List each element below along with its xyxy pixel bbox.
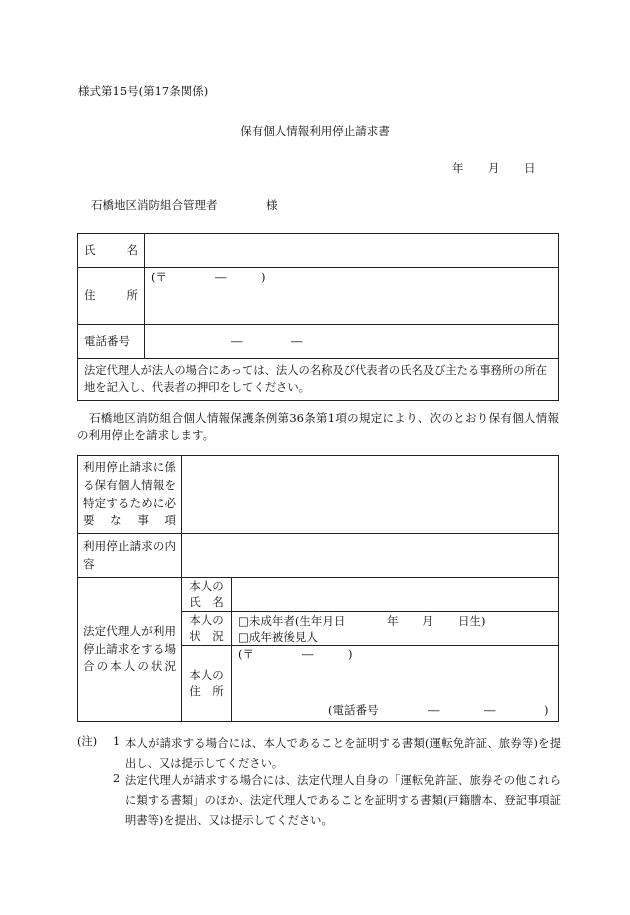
minor-month: 月 <box>422 614 434 628</box>
form-number: 様式第15号(第17条関係) <box>78 84 209 98</box>
content-label-cell: 利用停止請求の内容 <box>78 534 182 578</box>
principal-postal-open: (〒 <box>238 647 254 661</box>
principal-name-label: 本人の 氏 名 <box>182 578 232 612</box>
addressee-honorific: 様 <box>266 198 278 212</box>
phone-dash-2: ― <box>291 334 303 348</box>
principal-phone-dash-2: ― <box>484 703 496 717</box>
postal-open: (〒 <box>151 270 167 284</box>
principal-phone-close: ) <box>544 703 549 717</box>
name-label-cell: 氏 名 <box>78 234 145 268</box>
corporate-agent-note: 法定代理人が法人の場合にあっては、法人の名称及び代表者の氏名及び主たる事務所の所在地を記入し、代表者の押印をしてください。 <box>78 359 559 401</box>
postal-dash: ― <box>215 270 227 284</box>
postal-close: ) <box>261 270 266 284</box>
identify-label-cell: 利用停止請求に係る保有個人情報を特定するために必要な事項 <box>78 456 182 534</box>
minor-year: 年 <box>387 614 399 628</box>
agent-label-cell: 法定代理人が利用停止請求をする場合の本人の状況 <box>78 578 182 722</box>
requester-table <box>77 233 559 401</box>
principal-phone-dash-1: ― <box>428 703 440 717</box>
address-label-cell: 住 所 <box>78 268 145 325</box>
minor-day: 日生) <box>458 614 486 628</box>
principal-address-field[interactable] <box>232 646 559 722</box>
principal-status-label: 本人の 状 況 <box>182 612 232 646</box>
phone-field[interactable] <box>145 325 559 359</box>
identify-field[interactable] <box>182 456 559 534</box>
phone-label-cell: 電話番号 <box>78 325 145 359</box>
date-day: 日 <box>524 161 536 175</box>
principal-postal-close: ) <box>348 647 353 661</box>
address-field[interactable] <box>145 268 559 325</box>
addressee-name: 石橋地区消防組合管理者 <box>91 198 218 212</box>
minor-checkbox-label[interactable]: □未成年者(生年月日 <box>238 614 346 628</box>
principal-phone-open: (電話番号 <box>328 703 379 717</box>
intro-paragraph: 石橋地区消防組合個人情報保護条例第36条第1項の規定により、次のとおり保有個人情報の利用停止を請求します。 <box>77 411 559 443</box>
notes-label: (注) <box>77 735 98 748</box>
request-table <box>77 455 559 722</box>
principal-name-field[interactable] <box>232 578 559 612</box>
phone-dash-1: ― <box>231 334 243 348</box>
ward-checkbox-label[interactable]: □成年被後見人 <box>238 630 318 644</box>
name-field[interactable] <box>145 234 559 268</box>
date-year: 年 <box>452 161 464 175</box>
principal-address-label: 本人の 住 所 <box>182 646 232 722</box>
principal-status-field <box>232 612 559 646</box>
document-title: 保有個人情報利用停止請求書 <box>240 124 390 138</box>
addressee <box>91 197 291 214</box>
date-month: 月 <box>488 161 500 175</box>
principal-postal-dash: ― <box>302 647 314 661</box>
content-field[interactable] <box>182 534 559 578</box>
